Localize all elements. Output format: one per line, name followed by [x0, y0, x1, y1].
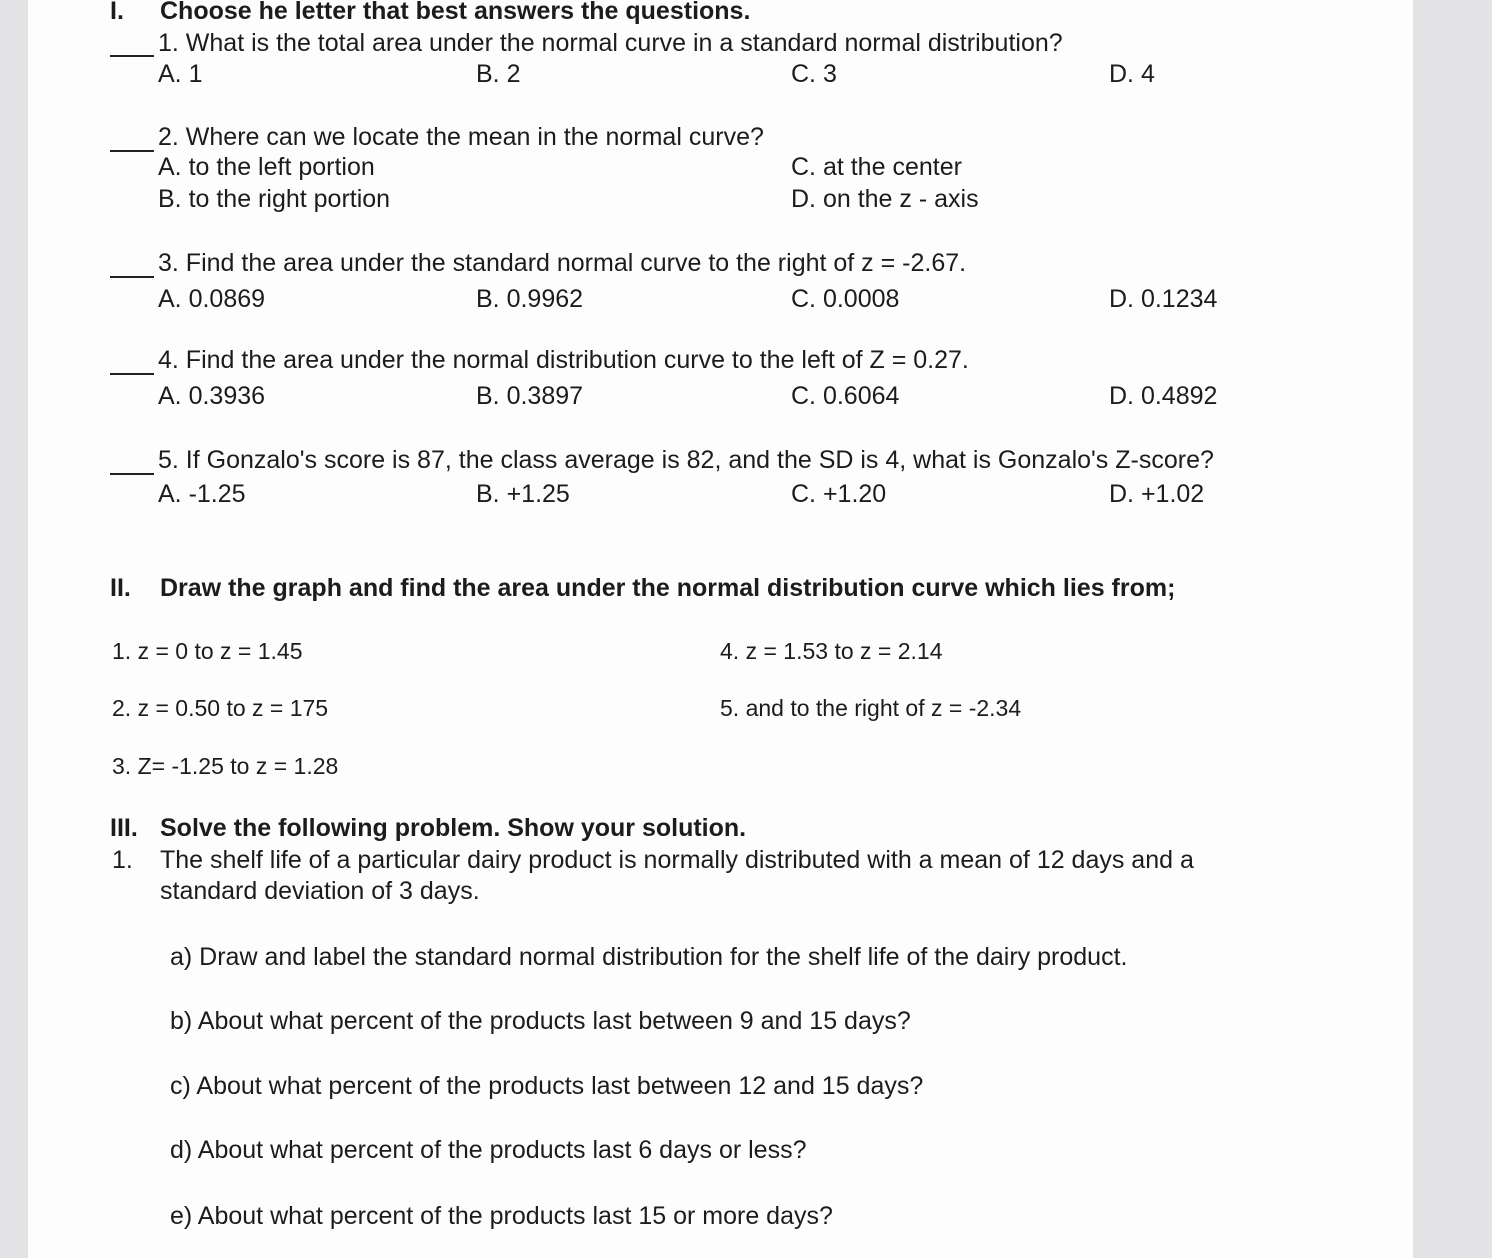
answer-blank-3[interactable]: [110, 276, 154, 278]
subquestion-b: b) About what percent of the products last between 9 and 15 days?: [170, 1007, 911, 1035]
part2-numeral: II.: [110, 574, 131, 602]
q1-choice-c: C. 3: [791, 60, 837, 88]
q3-choice-c: C. 0.0008: [791, 285, 900, 313]
q2-choice-d: D. on the z - axis: [791, 185, 979, 213]
worksheet-page: [28, 0, 1413, 1258]
q1-choice-b: B. 2: [476, 60, 521, 88]
q3-choice-a: A. 0.0869: [158, 285, 266, 313]
q3-choice-d: D. 0.1234: [1109, 285, 1218, 313]
question-4-stem: 4. Find the area under the normal distribution curve to the left of Z = 0.27.: [158, 346, 969, 374]
q4-choice-b: B. 0.3897: [476, 382, 584, 410]
subquestion-a: a) Draw and label the standard normal distribution for the shelf life of the dairy product.: [170, 943, 1128, 971]
q2-choice-c: C. at the center: [791, 153, 962, 181]
part2-item-3: 3. Z= -1.25 to z = 1.28: [112, 753, 339, 779]
part2-item-5: 5. and to the right of z = -2.34: [720, 695, 1022, 721]
answer-blank-2[interactable]: [110, 150, 154, 152]
subquestion-e: e) About what percent of the products last 15 or more days?: [170, 1202, 833, 1230]
q2-choice-a: A. to the left portion: [158, 153, 375, 181]
question-5-stem: 5. If Gonzalo's score is 87, the class average is 82, and the SD is 4, what is Gonzalo's Z-score?: [158, 446, 1214, 474]
problem-text-line-2: standard deviation of 3 days.: [160, 877, 480, 905]
part1-title: Choose he letter that best answers the questions.: [160, 0, 751, 25]
q2-choice-b: B. to the right portion: [158, 185, 391, 213]
problem-number: 1.: [112, 846, 133, 874]
part1-numeral: I.: [110, 0, 124, 25]
q4-choice-a: A. 0.3936: [158, 382, 266, 410]
answer-blank-1[interactable]: [110, 55, 154, 57]
q5-choice-b: B. +1.25: [476, 480, 570, 508]
q1-choice-d: D. 4: [1109, 60, 1155, 88]
question-3-stem: 3. Find the area under the standard normal curve to the right of z = -2.67.: [158, 249, 967, 277]
q5-choice-a: A. -1.25: [158, 480, 246, 508]
part2-item-2: 2. z = 0.50 to z = 175: [112, 695, 329, 721]
q5-choice-d: D. +1.02: [1109, 480, 1205, 508]
q4-choice-c: C. 0.6064: [791, 382, 900, 410]
question-1-stem: 1. What is the total area under the normal curve in a standard normal distribution?: [158, 29, 1063, 57]
part3-numeral: III.: [110, 814, 138, 842]
answer-blank-5[interactable]: [110, 473, 154, 475]
q1-choice-a: A. 1: [158, 60, 203, 88]
subquestion-c: c) About what percent of the products last between 12 and 15 days?: [170, 1072, 924, 1100]
q3-choice-b: B. 0.9962: [476, 285, 584, 313]
q5-choice-c: C. +1.20: [791, 480, 887, 508]
subquestion-d: d) About what percent of the products last 6 days or less?: [170, 1136, 807, 1164]
part2-title: Draw the graph and find the area under the normal distribution curve which lies from;: [160, 574, 1176, 602]
part3-title: Solve the following problem. Show your solution.: [160, 814, 747, 842]
question-2-stem: 2. Where can we locate the mean in the normal curve?: [158, 123, 764, 151]
part2-item-1: 1. z = 0 to z = 1.45: [112, 638, 303, 664]
answer-blank-4[interactable]: [110, 373, 154, 375]
problem-text-line-1: The shelf life of a particular dairy product is normally distributed with a mean of 12 days and a: [160, 846, 1194, 874]
part2-item-4: 4. z = 1.53 to z = 2.14: [720, 638, 943, 664]
q4-choice-d: D. 0.4892: [1109, 382, 1218, 410]
